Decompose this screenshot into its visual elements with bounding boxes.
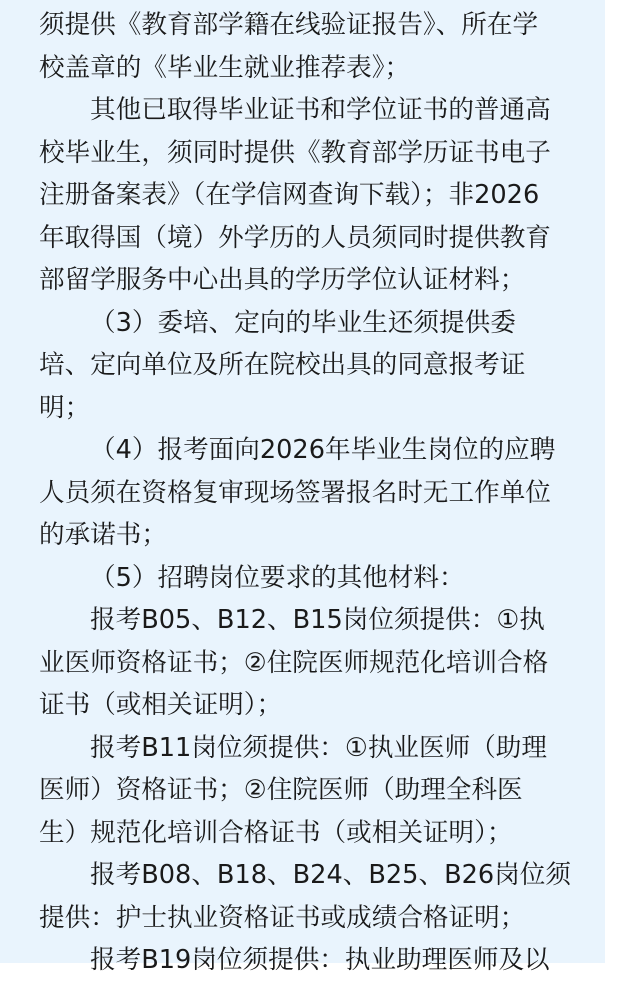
text-line: 的承诺书； [39, 520, 167, 550]
text-line: 人员须在资格复审现场签署报名时无工作单位 [39, 477, 551, 508]
text-line: 须提供《教育部学籍在线验证报告》、所在学 [39, 10, 539, 40]
text-line: 业医师资格证书；②住院医师规范化培训合格 [39, 647, 549, 678]
text-line: 培、定向单位及所在院校出具的同意报考证 [39, 350, 526, 380]
text-line: 报考B05、B12、B15岗位须提供：①执 [90, 605, 545, 635]
text-line: 提供：护士执业资格证书或成绩合格证明； [39, 902, 526, 933]
text-line: 明； [39, 392, 91, 423]
text-line: 年取得国（境）外学历的人员须同时提供教育 [39, 222, 551, 253]
text-line: 证书（或相关证明）； [39, 690, 283, 720]
text-line: 生）规范化培训合格证书（或相关证明）； [39, 817, 513, 848]
text-line: 报考B08、B18、B24、B25、B26岗位须 [90, 860, 571, 890]
text-line: （5）招聘岗位要求的其他材料： [90, 562, 465, 593]
text-line: 医师）资格证书；②住院医师（助理全科医 [39, 775, 523, 805]
text-line: 校盖章的《毕业生就业推荐表》； [39, 52, 411, 83]
text-line: 校毕业生，须同时提供《教育部学历证书电子 [39, 137, 551, 168]
text-line: 其他已取得毕业证书和学位证书的普通高 [90, 95, 551, 125]
text-line: 注册备案表》（在学信网查询下载）；非2026 [39, 180, 540, 210]
text-line: 部留学服务中心出具的学历学位认证材料； [39, 265, 526, 295]
text-line: 报考B11岗位须提供：①执业医师（助理 [90, 732, 547, 763]
text-line: 报考B19岗位须提供：执业助理医师及以 [90, 945, 550, 975]
text-line: （4）报考面向2026年毕业生岗位的应聘 [90, 435, 556, 465]
document-body [39, 4, 605, 982]
page-margin [605, 0, 623, 963]
text-line: （3）委培、定向的毕业生还须提供委 [90, 307, 516, 338]
